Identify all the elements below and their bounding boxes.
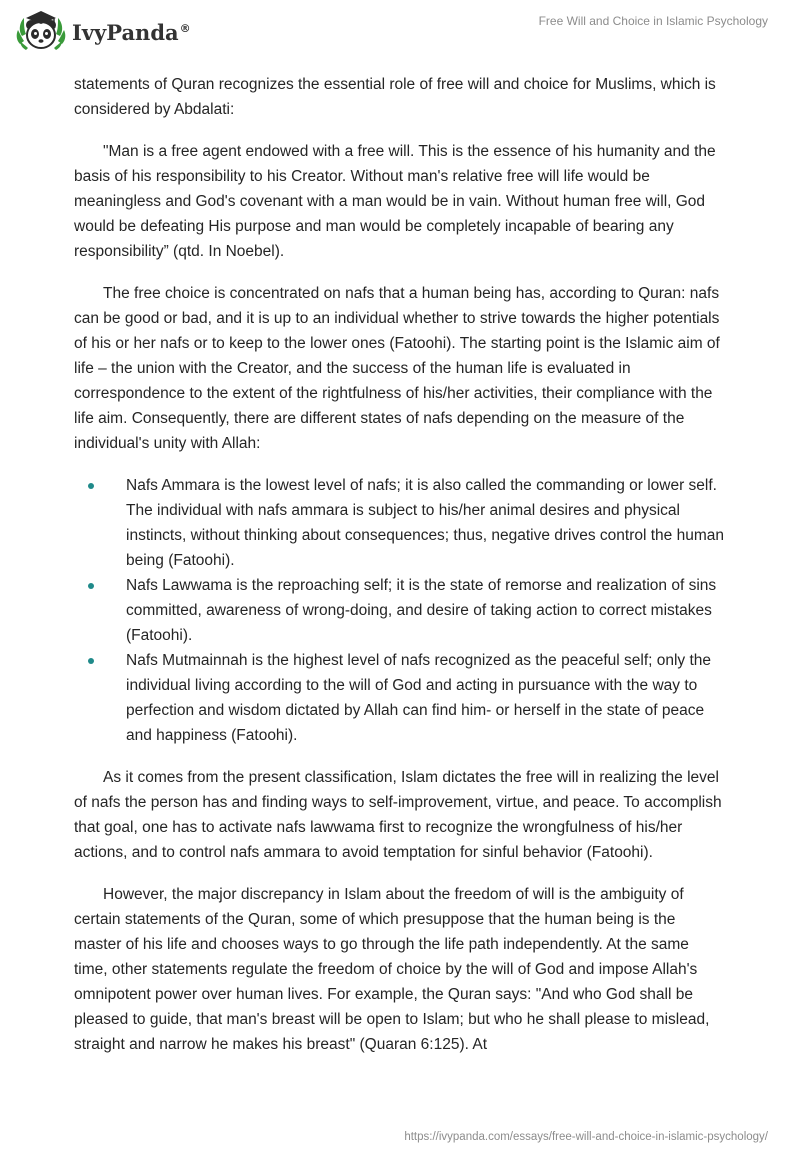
nafs-levels-list: [74, 473, 726, 748]
bullet-icon: [88, 658, 94, 664]
paragraph-3: The free choice is concentrated on nafs that a human being has, according to Quran: nafs can be good or bad, and it is up to an individual whether to strive towards the higher potentials of his or her nafs or to keep to the lower ones (Fatoohi). The starting point is the Islamic aim of life – the union with the Creator, and the success of the human life is evaluated in correspondence to the extent of the rightfulness of his/her activities, their compliance with the life aim. Consequently, there are different states of nafs depending on the measure of the individual's unity with Allah:: [74, 285, 720, 452]
bullet-icon: [88, 483, 94, 489]
essay-body: [74, 72, 726, 1074]
bullet-icon: [88, 583, 94, 589]
paragraph-5: However, the major discrepancy in Islam about the freedom of will is the ambiguity of certain statements of the Quran, some of which presuppose that the human being is the master of his life and chooses ways to go through the life path independently. At the same time, other statements regulate the freedom of choice by the will of God and impose Allah's omnipotent power over human lives. For example, the Quran says: "And who God shall be pleased to guide, that man's breast will be open to Islam; but who he shall please to mislead, straight and narrow he makes his breast" (Quaran 6:125). At: [74, 886, 710, 1053]
list-item-text: Nafs Mutmainnah is the highest level of nafs recognized as the peaceful self; only the individual living according to the will of God and acting in pursuance with the way to perfection and wisdom dictated by Allah can find him- or herself in the state of peace and happiness (Fatoohi).: [126, 652, 712, 744]
paragraph-1: statements of Quran recognizes the essential role of free will and choice for Muslims, which is considered by Abdalati:: [74, 76, 716, 118]
list-item: [74, 648, 726, 748]
list-item-text: Nafs Lawwama is the reproaching self; it is the state of remorse and realization of sins committed, awareness of wrong-doing, and desire of taking action to correct mistakes (Fatoohi).: [126, 577, 717, 644]
list-item: [74, 573, 726, 648]
list-item-text: Nafs Ammara is the lowest level of nafs; it is also called the commanding or lower self. The individual with nafs ammara is subject to his/her animal desires and physical instincts, without thinking about consequences; thus, negative drives control the human being (Fatoohi).: [126, 477, 724, 569]
quote-paragraph: "Man is a free agent endowed with a free will. This is the essence of his humanity and the basis of his responsibility to his Creator. Without man's relative free will life would be meaningless and God's covenant with a man would be in vain. Without human free will, God would be defeating His purpose and man would be completely incapable of bearing any responsibility” (qtd. In Noebel).: [74, 143, 716, 260]
logo-text: IvyPanda®: [72, 19, 191, 45]
source-url-link[interactable]: https://ivypanda.com/essays/free-will-and-choice-in-islamic-psychology/: [404, 1131, 768, 1143]
paragraph-4: As it comes from the present classification, Islam dictates the free will in realizing the level of nafs the person has and finding ways to self-improvement, virtue, and peace. To accomplish that goal, one has to activate nafs lawwama first to recognize the wrongfulness of his/her actions, and to control nafs ammara to avoid temptation for sinful behavior (Fatoohi).: [74, 769, 722, 861]
ivypanda-logo[interactable]: [14, 6, 191, 56]
panda-graduate-icon: [14, 6, 68, 56]
list-item: [74, 473, 726, 573]
document-title: Free Will and Choice in Islamic Psychology: [538, 14, 768, 28]
page-header: [0, 0, 800, 62]
